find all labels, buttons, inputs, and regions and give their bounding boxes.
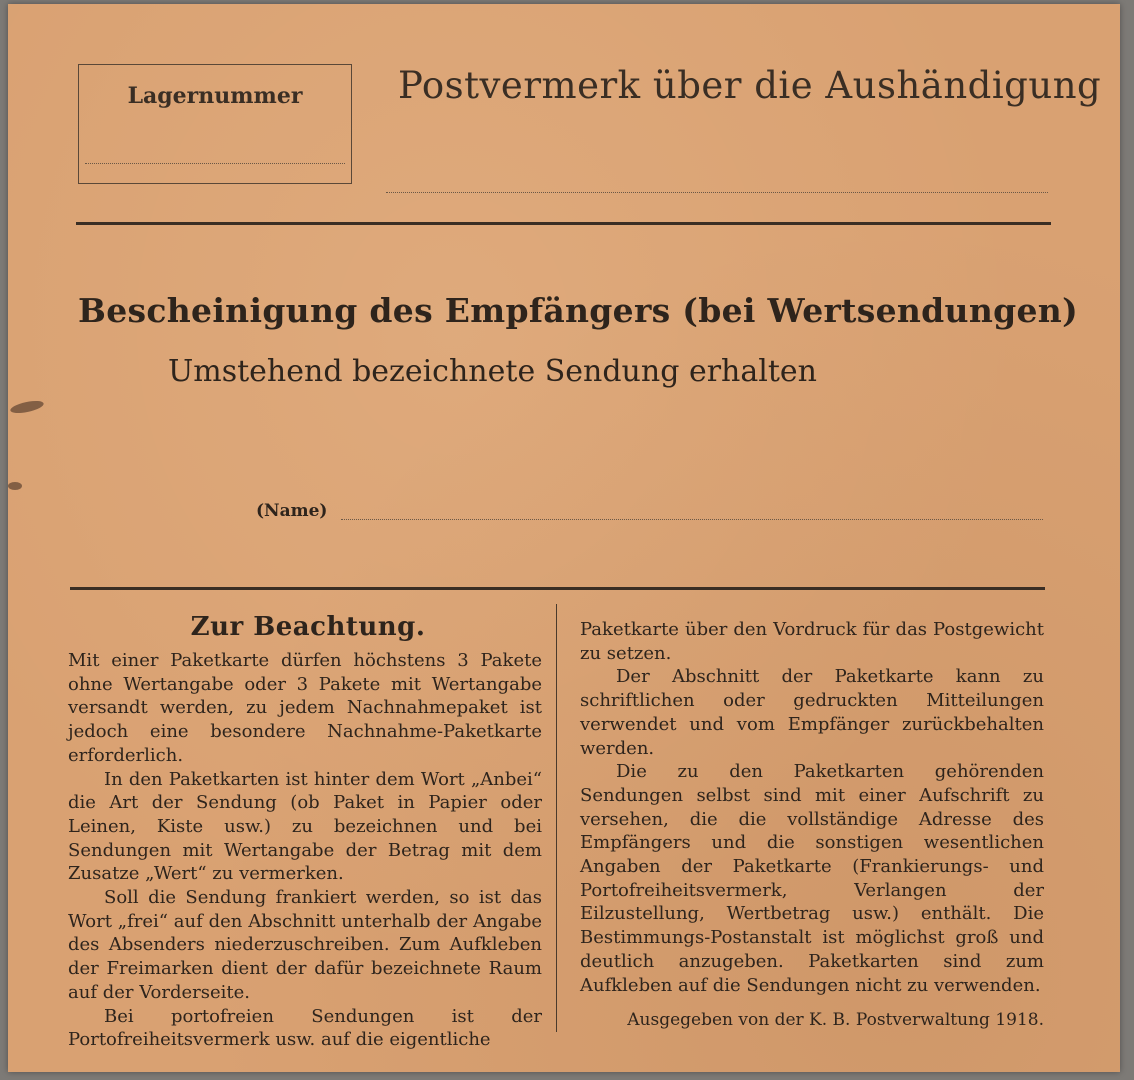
- issued-by-note: Ausgegeben von der K. B. Postverwaltung 1918.: [627, 1010, 1044, 1030]
- ink-mark: [9, 399, 44, 416]
- notice-paragraph: Die zu den Paketkarten gehörenden Sendungen selbst sind mit einer Aufschrift zu versehen, die die vollständige Adresse des Empfängers und die sonstigen wesentlichen Angaben der Paketkarte (Frankierungs- und Portofreiheitsvermerk, Verlangen der Eilzustellung, Wertbetrag usw.) enthält. Die Bestimmungs-Postanstalt ist möglichst groß und deutlich anzugeben. Paketkarten sind zum Aufkleben auf die Sendungen nicht zu verwenden.: [580, 761, 1044, 996]
- notice-right-column: [580, 618, 1044, 997]
- notice-paragraph: Der Abschnitt der Paketkarte kann zu schriftlichen oder gedruckten Mitteilungen verwendet und vom Empfänger zurückbehalten werden.: [580, 666, 1044, 759]
- column-divider: [556, 604, 557, 1032]
- receipt-heading: Bescheinigung des Empfängers (bei Wertsendungen): [78, 291, 1079, 330]
- ink-mark: [8, 482, 22, 490]
- name-dotted-line: [341, 519, 1043, 520]
- storage-number-dotted-line: [85, 163, 345, 164]
- notice-paragraph: Bei portofreien Sendungen ist der Portofreiheitsvermerk usw. auf die eigentliche: [68, 1005, 542, 1051]
- name-label: (Name): [256, 501, 328, 521]
- notice-paragraph: Mit einer Paketkarte dürfen höchstens 3 Pakete ohne Wertangabe oder 3 Pakete mit Wertangabe versandt werden, zu jedem Nachnahmepaket ist jedoch eine besondere Nachnahme-Paketkarte erforderlich.: [68, 650, 542, 766]
- middle-divider: [70, 587, 1045, 590]
- notice-paragraph: In den Paketkarten ist hinter dem Wort „Anbei“ die Art der Sendung (ob Paket in Papier oder Leinen, Kiste usw.) zu bezeichnen und bei Sendungen mit Wertangabe der Betrag mit dem Zusatze „Wert“ zu vermerken.: [68, 768, 542, 885]
- postal-note-heading: Postvermerk über die Aushändigung: [398, 64, 1102, 107]
- notice-heading: Zur Beachtung.: [190, 612, 426, 642]
- postal-note-dotted-line: [386, 192, 1048, 193]
- storage-number-label: Lagernummer: [127, 83, 303, 109]
- notice-paragraph: Paketkarte über den Vordruck für das Postgewicht zu setzen.: [580, 619, 1044, 664]
- parcel-card: [8, 4, 1120, 1072]
- storage-number-box: [78, 64, 352, 184]
- top-divider: [76, 222, 1051, 225]
- notice-paragraph: Soll die Sendung frankiert werden, so ist das Wort „frei“ auf den Abschnitt unterhalb der Angabe des Absenders niederzuschreiben. Zum Aufkleben der Freimarken dient der dafür bezeichnete Raum auf der Vorderseite.: [68, 887, 542, 1003]
- receipt-subtitle: Umstehend bezeichnete Sendung erhalten: [168, 354, 817, 389]
- notice-left-column: [68, 649, 542, 1052]
